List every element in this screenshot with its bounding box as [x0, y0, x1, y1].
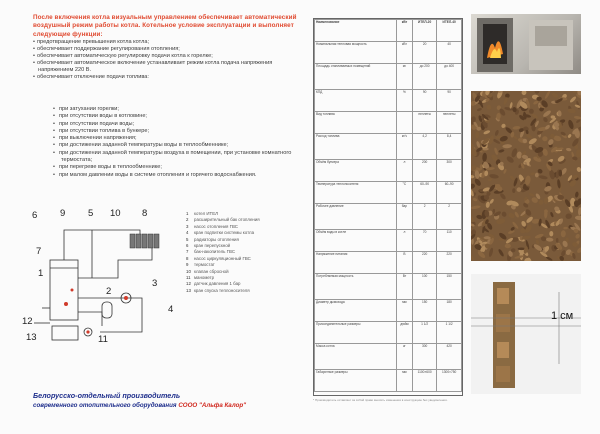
spec-row [315, 182, 462, 204]
schematic-number: 4 [168, 304, 174, 315]
legend-row [186, 288, 306, 294]
spec-row [315, 134, 462, 160]
spec-cell: 60–90 [437, 182, 462, 204]
spec-cell: до 400 [437, 64, 462, 90]
protection-item: • при малом давлении воды в системе отопления и горячего водоснабжения. [53, 172, 301, 179]
spec-cell: 40 [437, 42, 462, 64]
spec-cell: 300 [437, 160, 462, 182]
protection-item: • при перегреве воды в теплообменнике; [53, 164, 301, 171]
schematic-number: 6 [32, 210, 38, 221]
spec-cell: 180 [437, 300, 462, 322]
protection-item: • при выключении напряжения; [53, 135, 301, 142]
spec-cell: В [396, 252, 412, 274]
boiler-photo [471, 14, 581, 74]
spec-cell: Масса котла [315, 344, 397, 370]
legend-text: клапан сбросной [194, 268, 229, 274]
spec-cell: Потребляемая мощность [315, 274, 397, 300]
protection-item: • при отсутствии подачи воды; [53, 121, 301, 128]
protection-item: • при достижении заданной температуры воздуха в помещении, при установке комнатного термостата; [53, 150, 301, 165]
spec-cell: кг/ч [396, 134, 412, 160]
legend-key: 9 [186, 262, 189, 268]
spec-cell: Объём бункера [315, 160, 397, 182]
spec-cell: Напряжение питания [315, 252, 397, 274]
spec-row [315, 252, 462, 274]
heating-schematic [22, 208, 182, 348]
boiler-shape [50, 260, 78, 320]
spec-row [315, 274, 462, 300]
spec-row [315, 42, 462, 64]
spec-note: * Производитель оставляет за собой право вносить изменения в конструкцию без уведомления. [313, 398, 448, 402]
spec-row [315, 90, 462, 112]
legend-text: насос циркуляционный ГВС [194, 255, 251, 261]
spec-cell: Габаритные размеры [315, 370, 397, 392]
legend-text: манометр [194, 275, 215, 281]
spec-cell: Температура теплоносителя [315, 182, 397, 204]
spec-row [315, 204, 462, 230]
spec-cell: м² [396, 64, 412, 90]
legend-text: бак-накопитель ГВС [194, 249, 236, 255]
legend-key: 7 [186, 249, 189, 255]
spec-cell: 110 [437, 230, 462, 252]
legend-key: 6 [186, 243, 189, 249]
spec-cell: 8,4 [437, 134, 462, 160]
spec-row [315, 64, 462, 90]
protection-list [53, 106, 301, 179]
legend-text: котел ИТЕЛ [194, 211, 219, 216]
spec-header-row [315, 20, 462, 42]
spec-row [315, 112, 462, 134]
spec-cell: пеллеты [437, 112, 462, 134]
spec-cell: 90 [437, 90, 462, 112]
spec-cell: 150 [437, 274, 462, 300]
spec-cell: 300 [412, 344, 436, 370]
spec-cell: л [396, 160, 412, 182]
schematic-number: 10 [110, 208, 121, 219]
spec-cell: КПД [315, 90, 397, 112]
spec-cell: 1 1/2 [412, 322, 436, 344]
schematic-number: 7 [36, 246, 42, 257]
spec-cell: дюйм [396, 322, 412, 344]
spec-row [315, 300, 462, 322]
spec-table [313, 18, 463, 396]
spec-cell: 220 [412, 252, 436, 274]
spec-row [315, 230, 462, 252]
intro-item: • предотвращение превышения котла котла; [33, 39, 301, 46]
intro-block [33, 14, 301, 81]
company-name: СООО "Альфа Калор" [178, 402, 247, 409]
schematic-number: 8 [142, 208, 148, 219]
schematic-number: 3 [152, 278, 158, 289]
schematic-number: 11 [98, 334, 108, 345]
legend-text: кран спуска теплоносителя [194, 287, 250, 293]
spec-cell: 4,2 [412, 134, 436, 160]
spec-row [315, 322, 462, 344]
pellets-photo [471, 91, 581, 261]
spec-cell: кВт [396, 20, 412, 42]
protection-item: • при отсутствии воды в котловине; [53, 113, 301, 120]
legend-text: кран подпитки системы котла [194, 230, 255, 236]
legend-text: расширительный бак отопления [194, 217, 260, 223]
spec-cell: бар [396, 204, 412, 230]
legend-key: 4 [186, 230, 189, 236]
footer-text: современного отопительного оборудования [33, 402, 177, 409]
legend-key: 5 [186, 236, 189, 242]
spec-cell: Наименование [315, 20, 397, 42]
intro-item: • обеспечивает отключение подачи топлива: [33, 74, 301, 81]
spec-cell: 100 [412, 274, 436, 300]
legend-text: радиаторы отопления [194, 236, 239, 242]
spec-cell: ИТЕЛ-20 [412, 20, 436, 42]
spec-cell [396, 112, 412, 134]
footer [33, 391, 313, 411]
schematic-number: 1 [38, 268, 44, 279]
schematic-number: 5 [88, 208, 94, 219]
spec-cell: 1100×600 [412, 370, 436, 392]
intro-red-text: После включения котла визуальным управлением обеспечивает автоматический воздушный режим работы котла. Котельное условие эксплуатации и выполняет следующие функции: [33, 14, 297, 38]
spec-cell: Расход топлива [315, 134, 397, 160]
spec-cell: 150 [412, 300, 436, 322]
legend-key: 1 [186, 211, 189, 216]
spec-cell: % [396, 90, 412, 112]
legend-key: 10 [186, 268, 191, 274]
spec-cell: 200 [412, 160, 436, 182]
radiator-shape [130, 234, 159, 248]
schematic-drawing [22, 208, 182, 348]
spec-cell: Площадь отапливаемых помещений [315, 64, 397, 90]
pellet-scale-photo [471, 274, 581, 394]
spec-cell: 70 [412, 230, 436, 252]
spec-cell: Номинальная тепловая мощность [315, 42, 397, 64]
footer-line-1: Белорусско-отдельный производитель [33, 391, 181, 400]
legend-key: 8 [186, 255, 189, 261]
protection-item: • при затухании горелки; [53, 106, 301, 113]
spec-cell: 90 [412, 90, 436, 112]
spec-cell: 20 [412, 42, 436, 64]
spec-cell: 2 [437, 204, 462, 230]
spec-cell: 1 1/2 [437, 322, 462, 344]
spec-cell: 420 [437, 344, 462, 370]
spec-cell: до 200 [412, 64, 436, 90]
spec-cell: 220 [437, 252, 462, 274]
spec-cell: 1300×750 [437, 370, 462, 392]
schematic-legend [186, 211, 306, 294]
schematic-number: 2 [106, 286, 112, 297]
spec-cell: Рабочее давление [315, 204, 397, 230]
protection-item: • при достижении заданной температуры воды в теплообменнике; [53, 142, 301, 149]
spec-row [315, 344, 462, 370]
protection-item: • при отсутствии топлива в бункере; [53, 128, 301, 135]
spec-cell: Объём воды в котле [315, 230, 397, 252]
spec-cell: Вид топлива [315, 112, 397, 134]
intro-item: • обеспечивает поддержание регулирования отопления; [33, 46, 301, 53]
spec-cell: кг [396, 344, 412, 370]
spec-cell: мм [396, 300, 412, 322]
scale-label: 1 см [551, 310, 574, 322]
spec-cell: Присоединительные размеры [315, 322, 397, 344]
footer-line-2 [33, 401, 313, 411]
intro-item: • обеспечивает автоматическую регулировку подачи котла к горелке; [33, 53, 301, 60]
spec-cell: кВт [396, 42, 412, 64]
spec-cell: Вт [396, 274, 412, 300]
spec-cell: 60–90 [412, 182, 436, 204]
spec-cell: пеллеты [412, 112, 436, 134]
spec-cell: мм [396, 370, 412, 392]
spec-cell: ИТЕЛ-40 [437, 20, 462, 42]
spec-cell: л [396, 230, 412, 252]
spec-cell: Диаметр дымохода [315, 300, 397, 322]
schematic-number: 9 [60, 208, 66, 219]
legend-text: кран перепускной [194, 243, 231, 249]
legend-text: насос отопления ГВС [194, 223, 238, 229]
schematic-number: 13 [26, 332, 37, 343]
spec-row [315, 160, 462, 182]
spec-cell: °С [396, 182, 412, 204]
legend-key: 2 [186, 217, 189, 223]
legend-text: датчик давления 1 бар [194, 281, 241, 287]
schematic-number: 12 [22, 316, 33, 327]
spec-cell: 2 [412, 204, 436, 230]
legend-key: 3 [186, 223, 189, 229]
intro-item: • обеспечивает автоматическое включение устанавливает режим котла подача напряжения напряжением 220 В. [33, 60, 301, 74]
spec-row [315, 370, 462, 392]
legend-key: 12 [186, 281, 191, 287]
legend-text: термостат [194, 262, 215, 268]
legend-key: 11 [186, 275, 191, 281]
legend-key: 13 [186, 287, 191, 293]
